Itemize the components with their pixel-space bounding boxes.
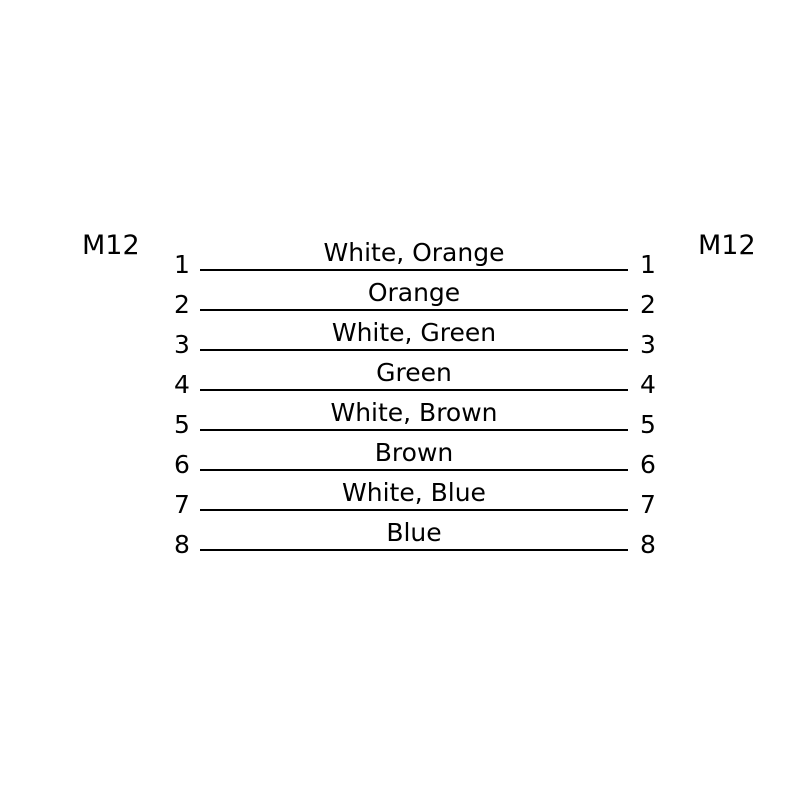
left-pin-number: 4 bbox=[174, 370, 190, 399]
wire-label: Blue bbox=[386, 518, 442, 547]
right-pin-number: 8 bbox=[640, 530, 656, 559]
left-pin-number: 6 bbox=[174, 450, 190, 479]
left-pin-number: 2 bbox=[174, 290, 190, 319]
wire-label: Brown bbox=[374, 438, 454, 467]
wire-row bbox=[0, 240, 800, 280]
right-pin-number: 3 bbox=[640, 330, 656, 359]
right-pin-number: 4 bbox=[640, 370, 656, 399]
right-pin-number: 7 bbox=[640, 490, 656, 519]
wire-line bbox=[200, 509, 628, 511]
wire-row bbox=[0, 400, 800, 440]
wire-line bbox=[200, 429, 628, 431]
wire-label: White, Green bbox=[331, 318, 497, 347]
left-pin-number: 1 bbox=[174, 250, 190, 279]
wire-label: White, Brown bbox=[330, 398, 498, 427]
left-pin-number: 5 bbox=[174, 410, 190, 439]
wire-label: White, Blue bbox=[342, 478, 486, 507]
wire-line bbox=[200, 269, 628, 271]
wire-row bbox=[0, 280, 800, 320]
wire-row bbox=[0, 440, 800, 480]
right-connector-label: M12 bbox=[698, 230, 756, 261]
wire-row bbox=[0, 520, 800, 560]
wire-line bbox=[200, 309, 628, 311]
wire-line bbox=[200, 469, 628, 471]
right-pin-number: 5 bbox=[640, 410, 656, 439]
right-pin-number: 2 bbox=[640, 290, 656, 319]
wire-row bbox=[0, 480, 800, 520]
wire-label: Orange bbox=[367, 278, 461, 307]
wire-line bbox=[200, 389, 628, 391]
wire-row bbox=[0, 360, 800, 400]
wire-label: Green bbox=[376, 358, 452, 387]
left-pin-number: 3 bbox=[174, 330, 190, 359]
left-connector-label: M12 bbox=[82, 230, 140, 261]
left-pin-number: 8 bbox=[174, 530, 190, 559]
right-pin-number: 1 bbox=[640, 250, 656, 279]
wire-row bbox=[0, 320, 800, 360]
left-pin-number: 7 bbox=[174, 490, 190, 519]
wire-line bbox=[200, 549, 628, 551]
wire-label: White, Orange bbox=[323, 238, 505, 267]
wire-line bbox=[200, 349, 628, 351]
right-pin-number: 6 bbox=[640, 450, 656, 479]
